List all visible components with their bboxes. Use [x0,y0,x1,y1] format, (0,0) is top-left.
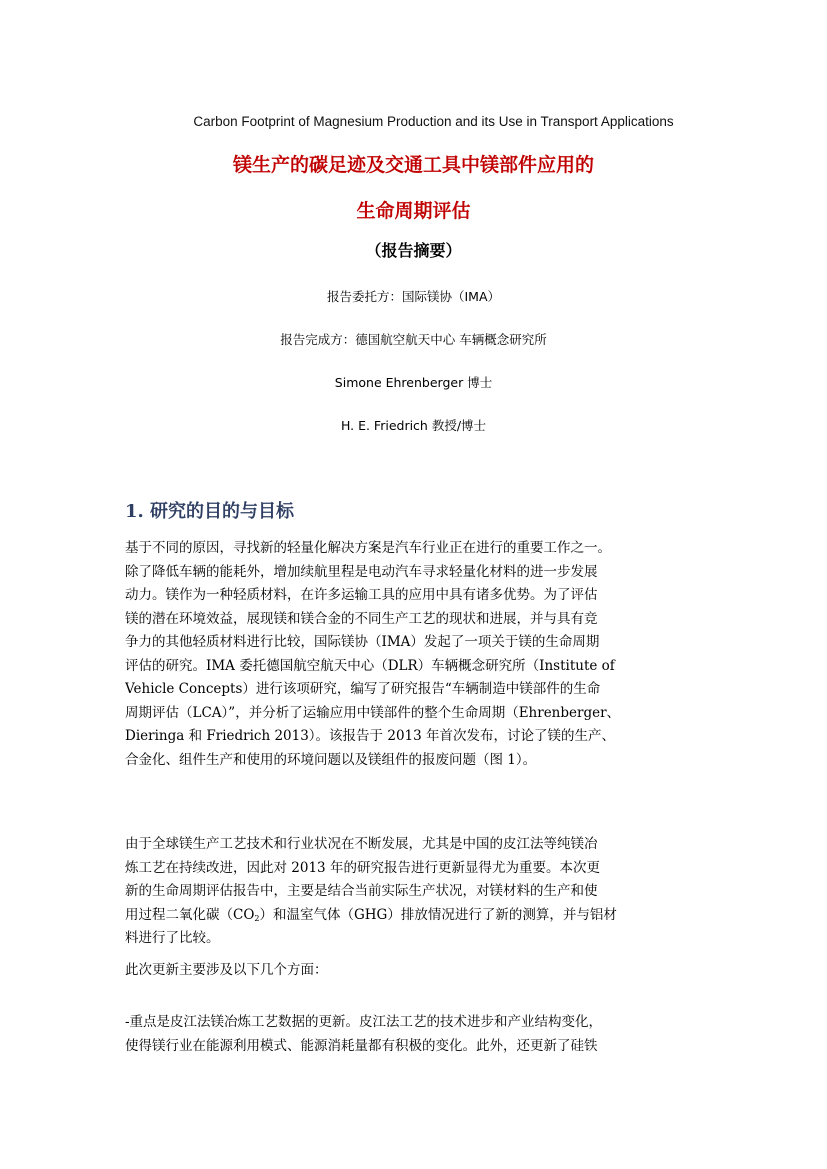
text-line: 此次更新主要涉及以下几个方面： [125,962,328,978]
text-line: 除了降低车辆的能耗外，增加续航里程是电动汽车寻求轻量化材料的进一步发展 [125,563,598,580]
author-org-line: 报告完成方：德国航空航天中心 车辆概念研究所 [280,332,547,347]
subscript-2: 2 [254,913,260,923]
text-line: 料进行了比较。 [125,930,220,946]
text-line: Dieringa 和 Friedrich 2013）。该报告于 2013 年首次发布，讨论了镁的生产、 [125,728,616,744]
author-1: Simone Ehrenberger 博士 [334,375,493,390]
text-line: -重点是皮江法镁冶炼工艺数据的更新。皮江法工艺的技术进步和产业结构变化， [125,1014,603,1030]
commissioner-line: 报告委托方：国际镁协（IMA） [326,289,501,304]
main-title-line-1: 镁生产的碳足迹及交通工具中镁部件应用的 [232,154,594,176]
section-heading: 1. 研究的目的与目标 [125,501,295,522]
text-line: 炼工艺在持续改进，因此对 2013 年的研究报告进行更新显得尤为重要。本次更 [125,859,600,876]
text-line: 动力。镁作为一种轻质材料，在许多运输工具的应用中具有诸多优势。为了评估 [125,587,598,603]
text-line: 争力的其他轻质材料进行比较，国际镁协（IMA）发起了一项关于镁的生命周期 [125,634,600,650]
text-fragment: 用过程二氧化碳（CO [125,906,255,923]
paragraph-2 [125,833,705,951]
text-fragment: ）和温室气体（GHG）排放情况进行了新的测算，并与铝材 [259,906,617,923]
text-line: 由于全球镁生产工艺技术和行业状况在不断发展，尤其是中国的皮江法等纯镁冶 [125,836,598,852]
text-line-co2 [125,904,705,928]
text-line: 评估的研究。IMA 委托德国航空航天中心（DLR）车辆概念研究所（Institute of [125,657,615,674]
text-line: Vehicle Concepts）进行该项研究，编写了研究报告“车辆制造中镁部件的生命 [125,681,601,697]
text-line: 合金化、组件生产和使用的环境问题以及镁组件的报废问题（图 1）。 [125,751,537,768]
paragraph-4 [125,1011,705,1058]
text-line: 使得镁行业在能源利用模式、能源消耗量都有积极的变化。此外，还更新了硅铁 [125,1037,598,1054]
text-line: 镁的潜在环境效益，展现镁和镁合金的不同生产工艺的现状和进展，并与具有竞 [125,610,598,627]
text-line: 基于不同的原因，寻找新的轻量化解决方案是汽车行业正在进行的重要工作之一。 [125,540,611,556]
paragraph-3 [125,959,705,983]
author-2: H. E. Friedrich 教授/博士 [340,418,487,433]
paragraph-1 [125,537,705,772]
report-subtitle: （报告摘要） [365,241,462,260]
english-title: Carbon Footprint of Magnesium Production and its Use in Transport Applications [193,114,674,129]
main-title-line-2: 生命周期评估 [356,200,471,222]
text-line: 周期评估（LCA）”，并分析了运输应用中镁部件的整个生命周期（Ehrenberger、 [125,704,621,721]
text-line: 新的生命周期评估报告中，主要是结合当前实际生产状况，对镁材料的生产和使 [125,883,598,899]
